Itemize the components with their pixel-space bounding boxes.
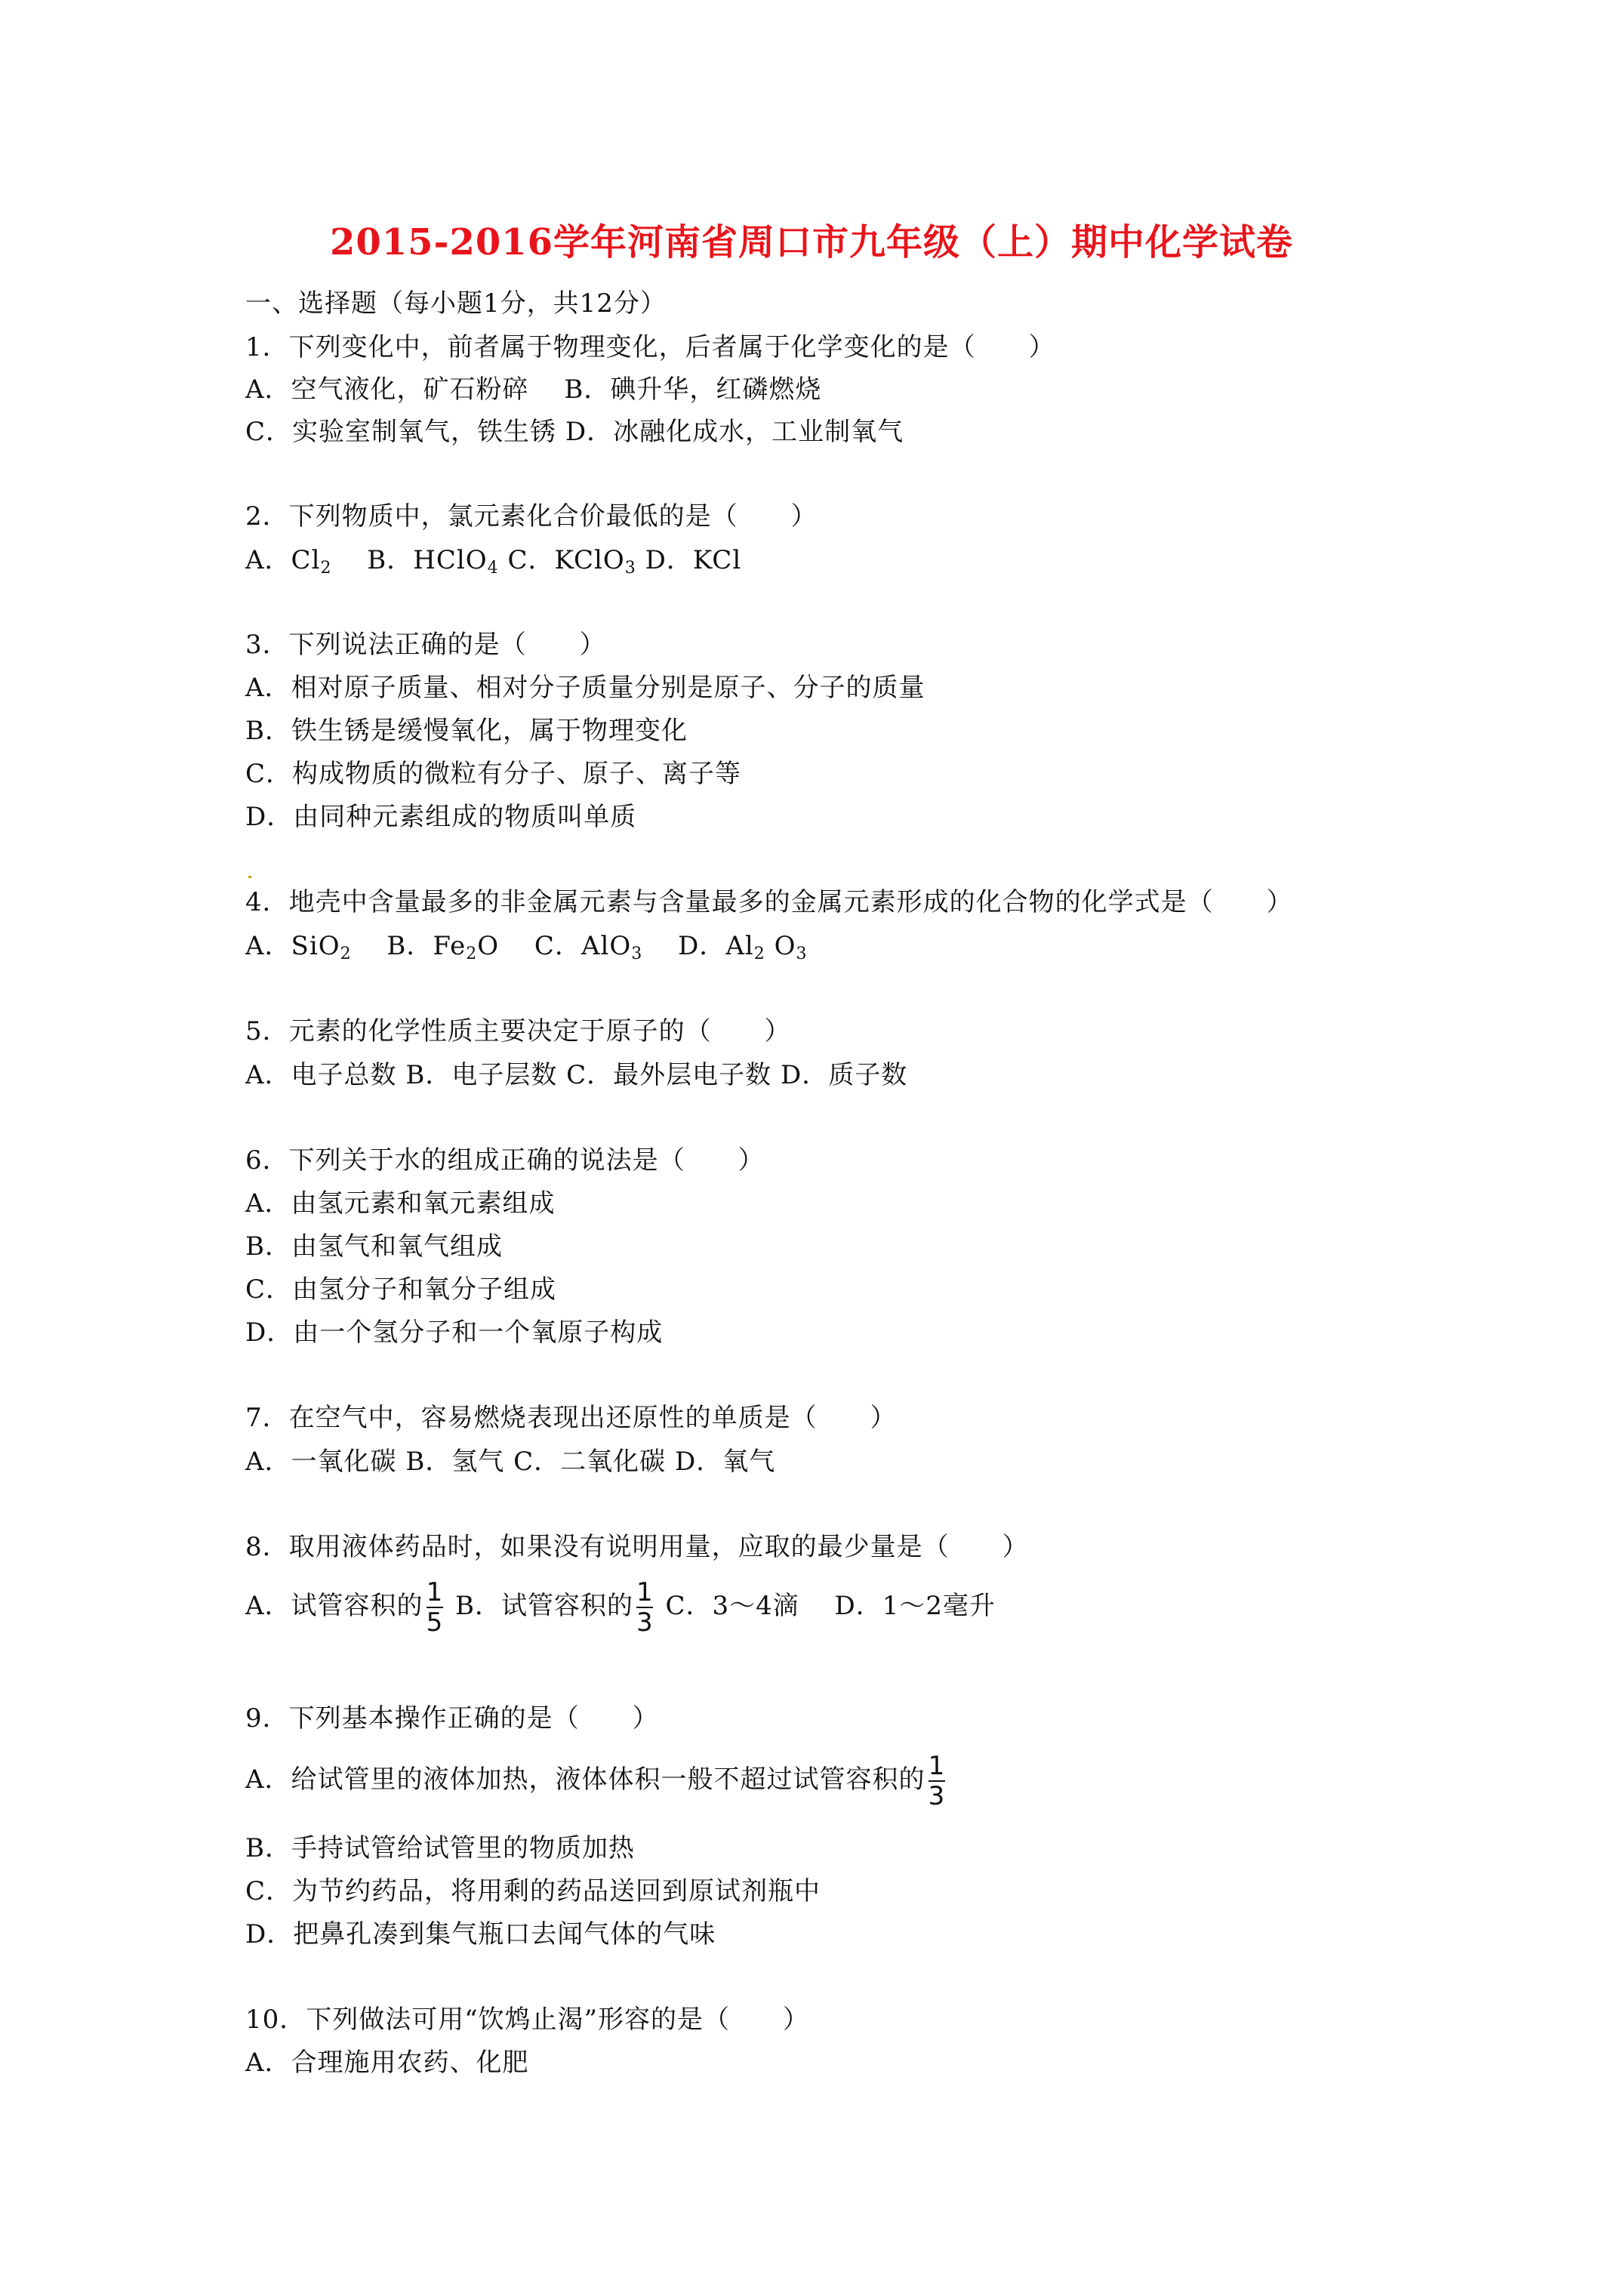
option-a: A．Cl (245, 545, 321, 575)
question-6-option-b: B．由氢气和氧气组成 (245, 1231, 503, 1262)
exam-title: 2015-2016学年河南省周口市九年级（上）期中化学试卷 (329, 221, 1294, 264)
question-10-stem: 10．下列做法可用“饮鸩止渴”形容的是（ ） (245, 2005, 810, 2035)
question-9-option-b: B．手持试管给试管里的物质加热 (245, 1833, 635, 1863)
option-b-tail: O (477, 931, 500, 961)
question-8-stem: 8．取用液体药品时，如果没有说明用量，应取的最少量是（ ） (245, 1532, 1029, 1562)
option-a: A．试管容积的 (245, 1591, 423, 1621)
option-a: A．SiO (245, 931, 340, 961)
question-6-option-a: A．由氢元素和氧元素组成 (245, 1188, 556, 1219)
fraction-one-fifth (427, 1578, 444, 1637)
option-a-text: A．给试管里的液体加热，液体体积一般不超过试管容积的 (245, 1764, 925, 1795)
question-7-options: A．一氧化碳 B．氢气 C．二氧化碳 D．氧气 (245, 1447, 776, 1477)
option-b: B．试管容积的 (446, 1591, 633, 1621)
question-3-stem: 3．下列说法正确的是（ ） (245, 630, 606, 660)
option-b: B．Fe (360, 931, 467, 961)
option-d-mid: O (765, 931, 796, 961)
question-3-option-b: B．铁生锈是缓慢氧化，属于物理变化 (245, 716, 688, 746)
subscript: 2 (320, 559, 332, 578)
fraction-one-third (636, 1578, 654, 1637)
question-1-options-ab: A．空气液化，矿石粉碎 B．碘升华，红磷燃烧 (245, 374, 822, 405)
option-c: C．AlO (507, 931, 632, 961)
fraction-one-third (929, 1752, 946, 1811)
subscript: 2 (753, 945, 765, 963)
section-heading: 一、选择题（每小题1分，共12分） (245, 288, 667, 319)
question-3-option-a: A．相对原子质量、相对分子质量分别是原子、分子的质量 (245, 673, 925, 703)
options-c-d: C．3～4滴 D．1～2毫升 (656, 1591, 996, 1621)
question-2-stem: 2．下列物质中，氯元素化合价最低的是（ ） (245, 501, 818, 532)
question-4-stem: 4．地壳中含量最多的非金属元素与含量最多的金属元素形成的化合物的化学式是（ ） (245, 887, 1293, 917)
question-9-stem: 9．下列基本操作正确的是（ ） (245, 1703, 659, 1734)
option-b: B．HClO (340, 545, 488, 575)
option-d: D．Al (651, 931, 754, 961)
option-c: C．KClO (507, 545, 625, 575)
question-9-option-c: C．为节约药品，将用剩的药品送回到原试剂瓶中 (245, 1876, 821, 1906)
question-10-option-a: A．合理施用农药、化肥 (245, 2048, 529, 2078)
question-6-option-d: D．由一个氢分子和一个氧原子构成 (245, 1318, 664, 1348)
question-5-stem: 5．元素的化学性质主要决定于原子的（ ） (245, 1016, 791, 1046)
subscript: 3 (624, 559, 636, 578)
question-2-options (245, 544, 741, 577)
question-4-options (245, 929, 807, 963)
numerator: 1 (636, 1577, 654, 1607)
question-3-option-c: C．构成物质的微粒有分子、原子、离子等 (245, 759, 742, 789)
stray-mark (248, 876, 251, 878)
question-6-stem: 6．下列关于水的组成正确的说法是（ ） (245, 1145, 765, 1176)
numerator: 1 (426, 1577, 444, 1607)
subscript: 3 (796, 945, 808, 963)
denominator: 3 (928, 1781, 946, 1811)
subscript: 2 (466, 945, 478, 963)
option-d: D．KCl (645, 545, 742, 575)
subscript: 2 (340, 945, 352, 963)
question-9-option-a (245, 1752, 948, 1811)
question-9-option-d: D．把鼻孔凑到集气瓶口去闻气体的气味 (245, 1919, 716, 1949)
question-1-stem: 1．下列变化中，前者属于物理变化，后者属于化学变化的是（ ） (245, 332, 1055, 362)
question-1-options-cd: C．实验室制氧气，铁生锈 D．冰融化成水，工业制氧气 (245, 417, 904, 447)
numerator: 1 (928, 1751, 946, 1781)
question-5-options: A．电子总数 B．电子层数 C．最外层电子数 D．质子数 (245, 1060, 908, 1090)
question-8-options (245, 1578, 996, 1637)
question-7-stem: 7．在空气中，容易燃烧表现出还原性的单质是（ ） (245, 1403, 897, 1433)
subscript: 3 (631, 945, 643, 963)
denominator: 3 (636, 1607, 654, 1638)
question-3-option-d: D．由同种元素组成的物质叫单质 (245, 802, 637, 832)
question-6-option-c: C．由氢分子和氧分子组成 (245, 1274, 557, 1305)
subscript: 4 (487, 559, 499, 578)
denominator: 5 (426, 1607, 444, 1638)
